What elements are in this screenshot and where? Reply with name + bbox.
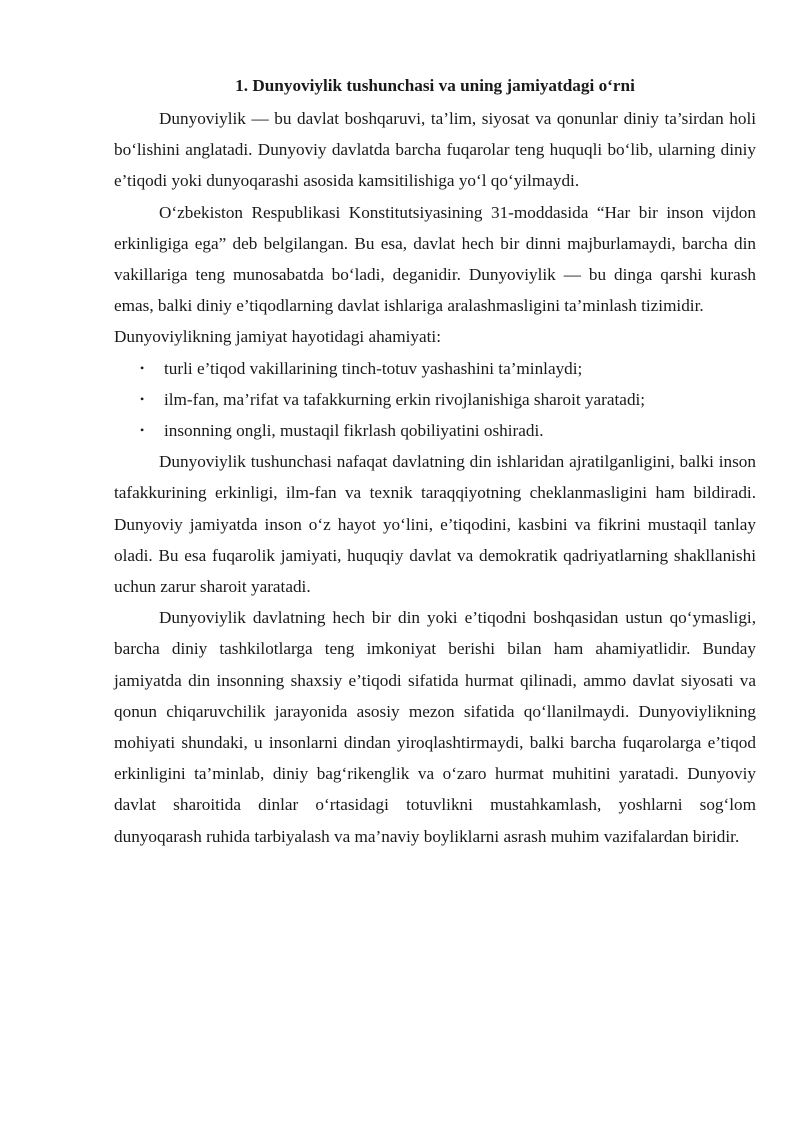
bullet-icon: • [140, 391, 145, 406]
paragraph-definition: Dunyoviylik — bu davlat boshqaruvi, ta’lim, siyosat va qonunlar diniy ta’sirdan holi bo‘lishini anglatadi. Dunyoviy davlatda barcha fuqarolar teng huquqli bo‘lib, ularning diniy e’tiqodi yoki dunyoqarashi asosida kamsitilishiga yo‘l qo‘yilmaydi. [114, 109, 756, 191]
bullet-icon: • [140, 360, 145, 375]
list-item [114, 353, 756, 384]
paragraph-freedom: Dunyoviylik tushunchasi nafaqat davlatning din ishlaridan ajratilganligini, balki inson tafakkurining erkinligi, ilm-fan va texnik taraqqiyotning cheklanmasligini ham bildiradi. Dunyoviy jamiyatda inson o‘z hayot yo‘lini, e’tiqodini, kasbini va fikrini mustaqil tanlay oladi. Bu esa fuqarolik jamiyati, huquqiy davlat va demokratik qadriyatlarning shakllanishi uchun zarur sharoit yaratadi. [114, 452, 756, 597]
section-title: 1. Dunyoviylik tushunchasi va uning jamiyatdagi o‘rni [235, 76, 635, 95]
paragraph-equality: Dunyoviylik davlatning hech bir din yoki e’tiqodni boshqasidan ustun qo‘ymasligi, barcha diniy tashkilotlarga teng imkoniyat berishi bilan ham ahamiyatlidir. Bunday jamiyatda din insonning shaxsiy e’tiqodi sifatida hurmat qilinadi, ammo davlat siyosati va qonun chiqaruvchilik jarayonida asosiy mezon sifatida qo‘llanilmaydi. Dunyoviylikning mohiyati shundaki, u insonlarni dindan yiroqlashtirmaydi, balki barcha fuqarolarga e’tiqod erkinligini ta’minlab, diniy bag‘rikenglik va o‘zaro hurmat muhitini yaratadi. Dunyoviy davlat sharoitida dinlar o‘rtasidagi totuvlikni mustahkamlash, yoshlarni sog‘lom dunyoqarash ruhida tarbiyalash va ma’naviy boyliklarni asrash muhim vazifalardan biridir. [114, 608, 756, 846]
list-item-text: insonning ongli, mustaqil fikrlash qobiliyatini oshiradi. [164, 421, 544, 441]
importance-list [114, 353, 756, 447]
list-item [114, 415, 756, 446]
list-item [114, 384, 756, 415]
list-item-text: turli e’tiqod vakillarining tinch-totuv yashashini ta’minlaydi; [164, 358, 583, 378]
list-heading: Dunyoviylikning jamiyat hayotidagi ahamiyati: [114, 327, 441, 347]
list-item-text: ilm-fan, ma’rifat va tafakkurning erkin rivojlanishiga sharoit yaratadi; [164, 389, 646, 409]
bullet-icon: • [140, 423, 145, 438]
document-page [114, 72, 756, 852]
paragraph-constitution: O‘zbekiston Respublikasi Konstitutsiyasining 31-moddasida “Har bir inson vijdon erkinligiga ega” deb belgilangan. Bu esa, davlat hech bir dinni majburlamaydi, barcha din vakillariga teng munosabatda bo‘ladi, deganidir. Dunyoviylik — bu dinga qarshi kurash emas, balki diniy e’tiqodlarning davlat ishlariga aralashmasligini ta’minlash tizimidir. [114, 202, 756, 316]
